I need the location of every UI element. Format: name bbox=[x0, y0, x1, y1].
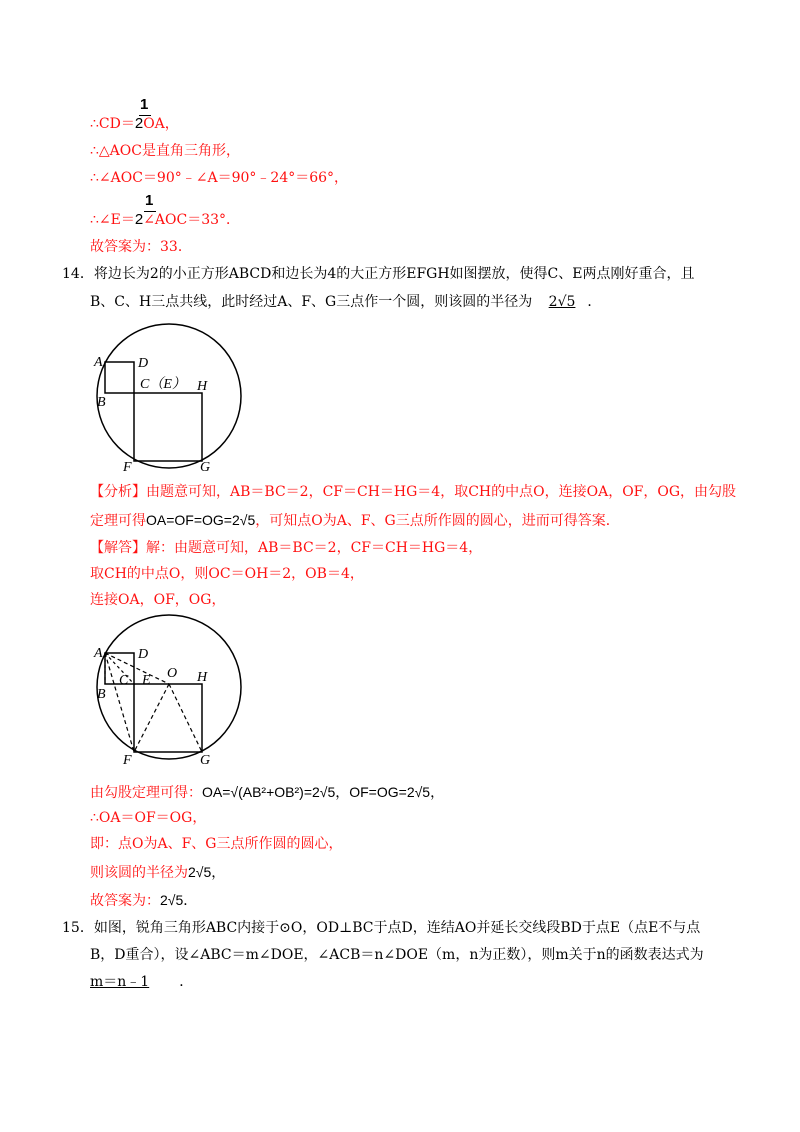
circle bbox=[97, 324, 241, 468]
fraction-numerator: 1 bbox=[140, 96, 149, 113]
sol13-line4: ∴∠E＝2∠AOC＝33°． bbox=[90, 211, 241, 228]
q15-text-line2: B，D重合），设∠ABC＝m∠DOE，∠ACB＝n∠DOE（m，n为正数），则m关于n的函数表达式为 bbox=[90, 947, 704, 963]
sol13-line5: 故答案为：33． bbox=[90, 239, 192, 255]
label-f: F bbox=[123, 753, 132, 768]
sol13-line1: ∴CD＝2OA， bbox=[90, 115, 179, 132]
label-b: B bbox=[97, 687, 106, 702]
solution-line3: 连接OA，OF，OG， bbox=[90, 592, 226, 608]
solution-line1: 【解答】解：由题意可知，AB＝BC＝2，CF＝CH＝HG＝4， bbox=[90, 540, 483, 556]
segment-og bbox=[169, 684, 202, 752]
q14-text-line1: 14．将边长为2的小正方形ABCD和边长为4的大正方形EFGH如图摆放，使得C、E两点刚好重合，且 bbox=[62, 266, 695, 282]
solution-line2: 取CH的中点O，则OC＝OH＝2，OB＝4， bbox=[90, 566, 364, 582]
center-line: 即：点O为A、F、G三点所作圆的圆心， bbox=[90, 836, 343, 852]
final-answer-line: 故答案为：2√5． bbox=[90, 892, 198, 909]
label-g: G bbox=[200, 753, 211, 768]
radius-line: 则该圆的半径为2√5， bbox=[90, 864, 226, 881]
label-ce: C（E） bbox=[140, 377, 186, 392]
figure-squares-circle-construction bbox=[85, 612, 255, 772]
label-d: D bbox=[138, 647, 149, 662]
q14-text-line2: B、C、H三点共线，此时经过A、F、G三点作一个圆，则该圆的半径为 2√5 ． bbox=[90, 294, 602, 310]
label-g: G bbox=[200, 460, 211, 475]
small-square-abcd bbox=[105, 362, 134, 393]
label-h: H bbox=[197, 379, 208, 394]
q15-answer-line: m＝n﹣1 ． bbox=[90, 974, 194, 990]
label-h: H bbox=[197, 670, 208, 685]
sol13-line2: ∴△AOC是直角三角形， bbox=[90, 143, 240, 159]
segment-of bbox=[134, 684, 169, 752]
radius-value: 2√5， bbox=[188, 864, 226, 880]
large-square-efgh bbox=[134, 393, 202, 461]
label-c: C bbox=[119, 673, 129, 688]
q15-text-line1: 15．如图，锐角三角形ABC内接于⊙O，OD⊥BC于点D，连结AO并延长交线段BD于点E（点E不与点 bbox=[62, 920, 701, 936]
pythagoras-formula: OA=√(AB²+OB²)=2√5，OF=OG=2√5， bbox=[202, 784, 445, 800]
sol13-line3: ∴∠AOC＝90°﹣∠A＝90°﹣24°＝66°， bbox=[90, 170, 349, 186]
fraction-numerator-2: 1 bbox=[145, 192, 154, 209]
analysis-line1: 【分析】由题意可知，AB＝BC＝2，CF＝CH＝HG＝4，取CH的中点O，连接OA，OF，OG，由勾股 bbox=[90, 484, 737, 500]
label-b: B bbox=[97, 395, 106, 410]
label-a: A bbox=[94, 355, 103, 370]
pythagoras-line: 由勾股定理可得：OA=√(AB²+OB²)=2√5，OF=OG=2√5， bbox=[90, 784, 445, 801]
label-f: F bbox=[123, 460, 132, 475]
q14-answer: 2√5 bbox=[548, 294, 576, 310]
analysis-formula: OA=OF=OG=2√5 bbox=[146, 512, 256, 528]
label-e: E bbox=[142, 673, 151, 688]
large-square-efgh bbox=[134, 684, 202, 752]
segment-oa bbox=[105, 653, 169, 684]
label-d: D bbox=[138, 356, 149, 371]
label-a: A bbox=[94, 646, 103, 661]
analysis-line2: 定理可得OA=OF=OG=2√5，可知点O为A、F、G三点所作圆的圆心，进而可得答案． bbox=[90, 512, 620, 529]
equal-radii-line: ∴OA＝OF＝OG， bbox=[90, 810, 207, 826]
q15-answer: m＝n﹣1 bbox=[90, 974, 150, 990]
label-o: O bbox=[167, 666, 178, 681]
figure-squares-circle bbox=[85, 318, 255, 478]
final-answer-value: 2√5． bbox=[160, 892, 198, 908]
